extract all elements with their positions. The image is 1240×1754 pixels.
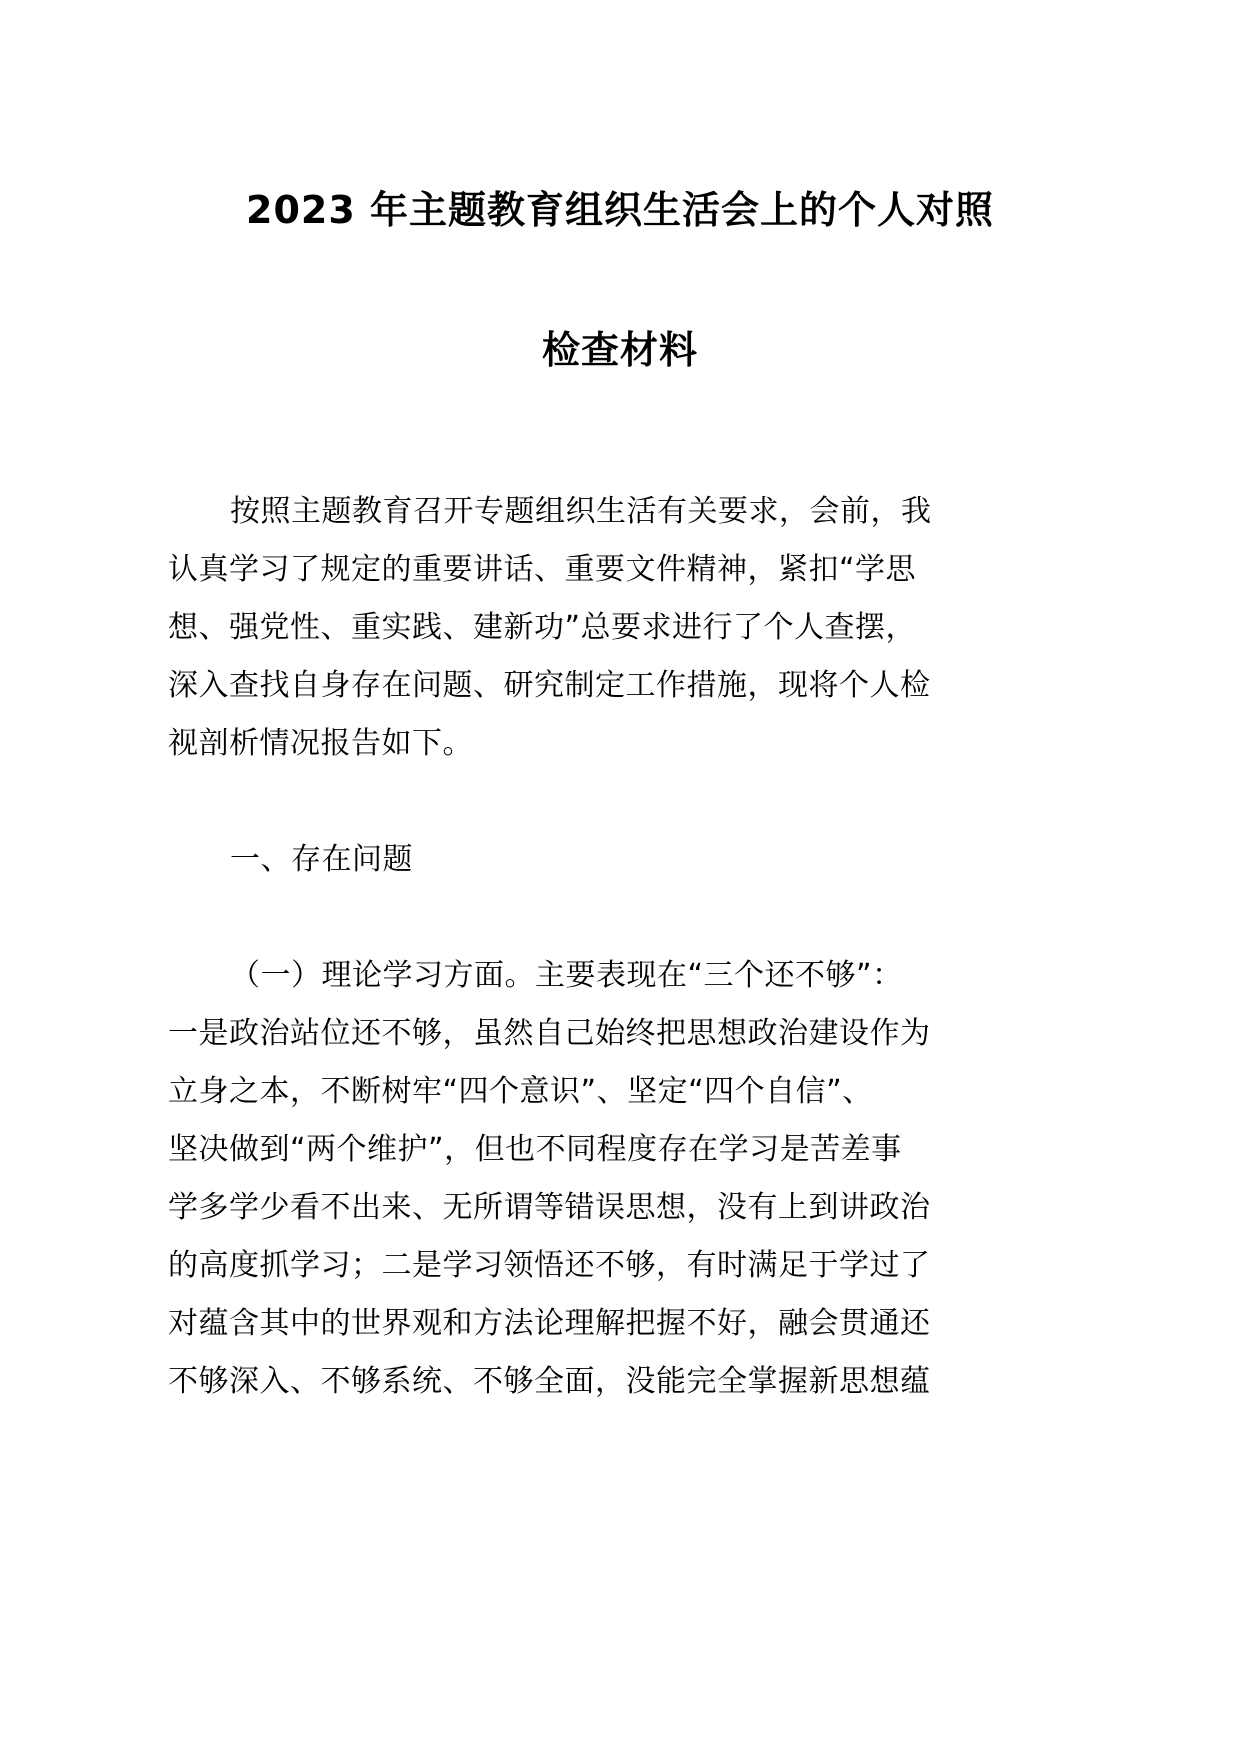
subsection-line: 的高度抓学习；二是学习领悟还不够，有时满足于学过了 xyxy=(168,1248,931,1283)
subsection-line: 对蕴含其中的世界观和方法论理解把握不好，融会贯通还 xyxy=(168,1306,931,1341)
intro-line: 视剖析情况报告如下。 xyxy=(168,726,473,761)
document-title-line-1: 2023 年主题教育组织生活会上的个人对照 xyxy=(246,188,994,232)
intro-line: 深入查找自身存在问题、研究制定工作措施，现将个人检 xyxy=(168,668,931,703)
document-title-line-2: 检查材料 xyxy=(541,328,698,372)
intro-line: 想、强党性、重实践、建新功”总要求进行了个人查摆， xyxy=(168,610,917,645)
section-heading: 一、存在问题 xyxy=(230,842,413,877)
subsection-line: 一是政治站位还不够，虽然自己始终把思想政治建设作为 xyxy=(168,1016,931,1051)
subsection-line: 不够深入、不够系统、不够全面，没能完全掌握新思想蕴 xyxy=(168,1364,931,1399)
intro-line: 认真学习了规定的重要讲话、重要文件精神，紧扣“学思 xyxy=(168,552,917,587)
subsection-line: （一）理论学习方面。主要表现在“三个还不够”： xyxy=(230,958,903,993)
subsection-line: 立身之本，不断树牢“四个意识”、坚定“四个自信”、 xyxy=(168,1074,873,1109)
intro-line: 按照主题教育召开专题组织生活有关要求，会前，我 xyxy=(230,494,932,529)
subsection-line: 学多学少看不出来、无所谓等错误思想，没有上到讲政治 xyxy=(168,1190,931,1225)
subsection-line: 坚决做到“两个维护”，但也不同程度存在学习是苦差事 xyxy=(168,1132,902,1167)
